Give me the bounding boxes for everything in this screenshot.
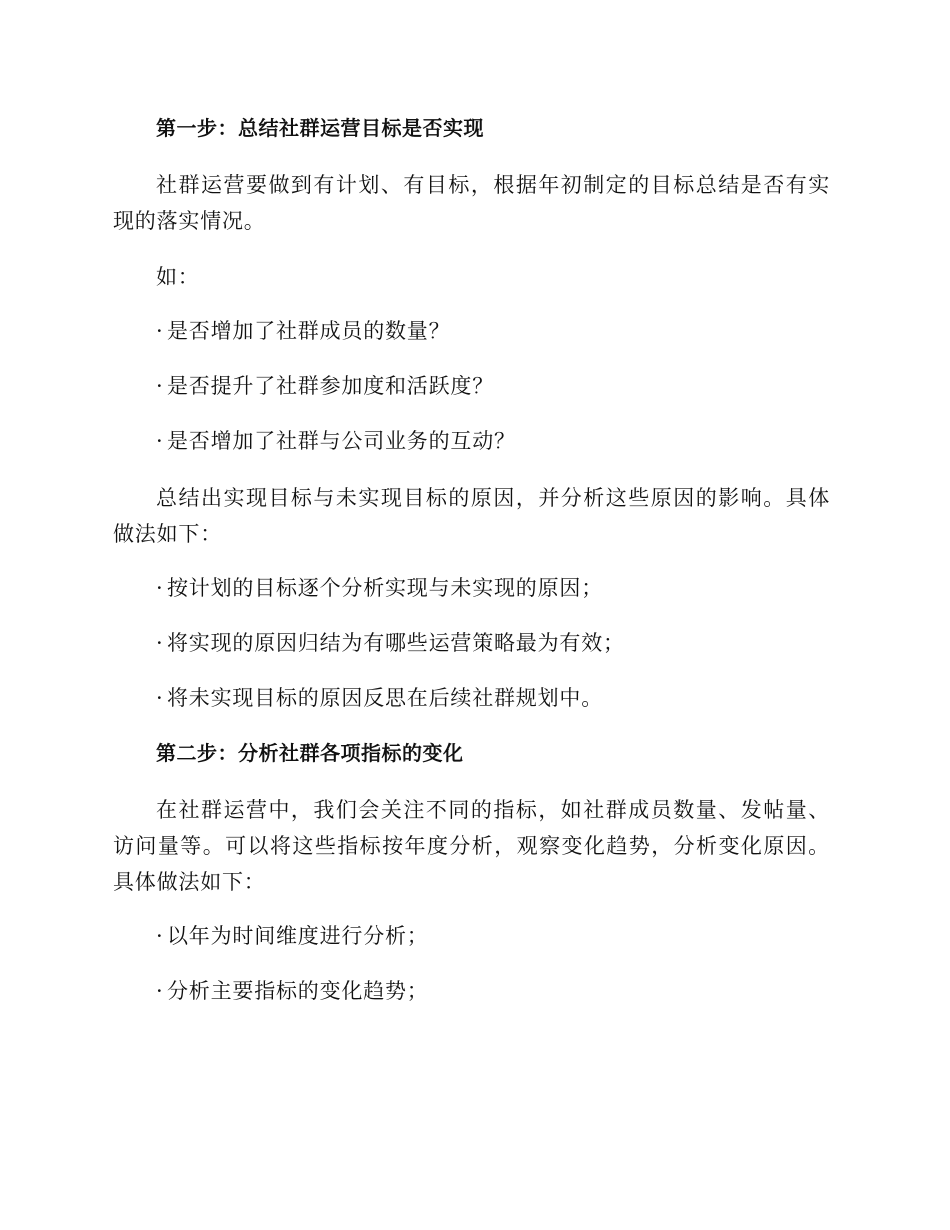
step-item [113, 920, 830, 953]
section-1-summary: 总结出实现目标与未实现目标的原因，并分析这些原因的影响。具体做法如下： [113, 486, 830, 546]
bullet-marker: · [156, 924, 164, 948]
bullet-marker: · [156, 631, 164, 655]
question-item [113, 425, 830, 458]
question-item [113, 315, 830, 348]
section-1-example-label: 如： [156, 265, 200, 289]
step-text: 以年为时间维度进行分析； [167, 924, 429, 948]
section-2-heading: 第二步：分析社群各项指标的变化 [156, 741, 464, 765]
section-2-intro: 在社群运营中，我们会关注不同的指标，如社群成员数量、发帖量、访问量等。可以将这些指标按年度分析，观察变化趋势，分析变化原因。具体做法如下： [113, 798, 830, 894]
bullet-marker: · [156, 576, 164, 600]
step-text: 按计划的目标逐个分析实现与未实现的原因； [167, 576, 603, 600]
bullet-marker: · [156, 374, 164, 398]
bullet-marker: · [156, 979, 164, 1003]
step-text: 将实现的原因归结为有哪些运营策略最为有效； [167, 631, 625, 655]
step-item [113, 572, 830, 605]
step-item [113, 682, 830, 715]
bullet-marker: · [156, 686, 164, 710]
step-item [113, 627, 830, 660]
section-1-heading: 第一步：总结社群运营目标是否实现 [156, 116, 484, 140]
section-1-intro: 社群运营要做到有计划、有目标，根据年初制定的目标总结是否有实现的落实情况。 [113, 173, 830, 233]
bullet-marker: · [156, 319, 164, 343]
step-text: 将未实现目标的原因反思在后续社群规划中。 [167, 686, 603, 710]
step-item [113, 975, 830, 1008]
step-text: 分析主要指标的变化趋势； [167, 979, 429, 1003]
question-text: 是否增加了社群成员的数量？ [167, 319, 451, 343]
bullet-marker: · [156, 429, 164, 453]
question-text: 是否提升了社群参加度和活跃度？ [167, 374, 494, 398]
question-text: 是否增加了社群与公司业务的互动？ [167, 429, 516, 453]
question-item [113, 370, 830, 403]
